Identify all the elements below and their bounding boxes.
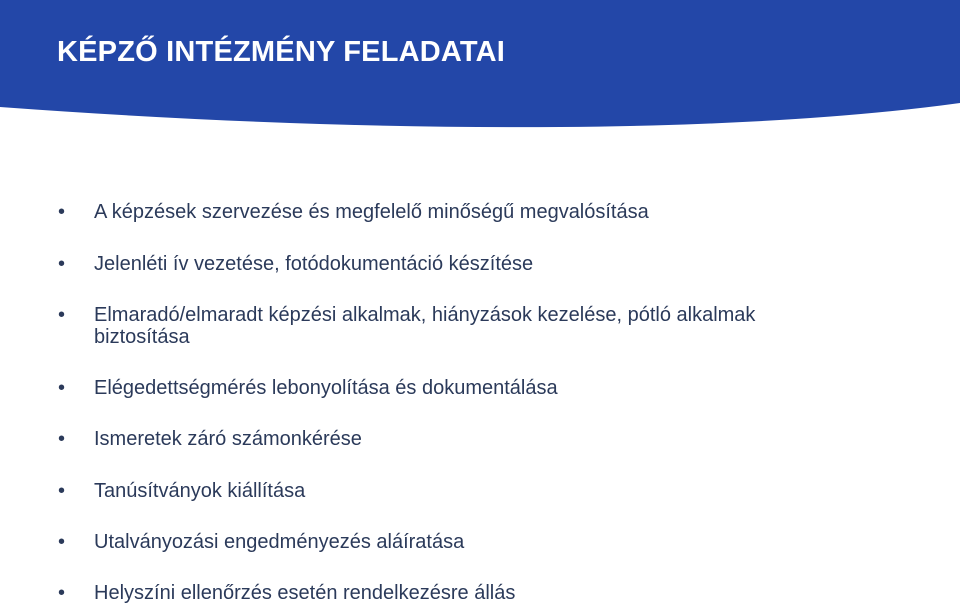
- bullet-text: Ismeretek záró számonkérése: [94, 428, 362, 450]
- bullet-icon: •: [58, 428, 66, 450]
- bullet-text: Jelenléti ív vezetése, fotódokumentáció készítése: [94, 253, 534, 275]
- bullet-icon: •: [58, 531, 66, 553]
- bullet-icon: •: [58, 480, 66, 502]
- slide-title: KÉPZŐ INTÉZMÉNY FELADATAI: [57, 36, 506, 68]
- bullet-icon: •: [58, 201, 66, 223]
- bullet-icon: •: [58, 304, 66, 326]
- bullet-text: Tanúsítványok kiállítása: [94, 480, 306, 502]
- bullet-text: Elmaradó/elmaradt képzési alkalmak, hiányzások kezelése, pótló alkalmak biztosítása: [94, 304, 756, 348]
- bullet-icon: •: [58, 377, 66, 399]
- bullet-text: Elégedettségmérés lebonyolítása és dokumentálása: [94, 377, 558, 399]
- bullet-text: Helyszíni ellenőrzés esetén rendelkezésre állás: [94, 582, 516, 604]
- bullet-text: Utalványozási engedményezés aláíratása: [94, 531, 465, 553]
- bullet-icon: •: [58, 253, 66, 275]
- bullet-text: A képzések szervezése és megfelelő minőségű megvalósítása: [94, 201, 649, 223]
- bullet-icon: •: [58, 582, 66, 604]
